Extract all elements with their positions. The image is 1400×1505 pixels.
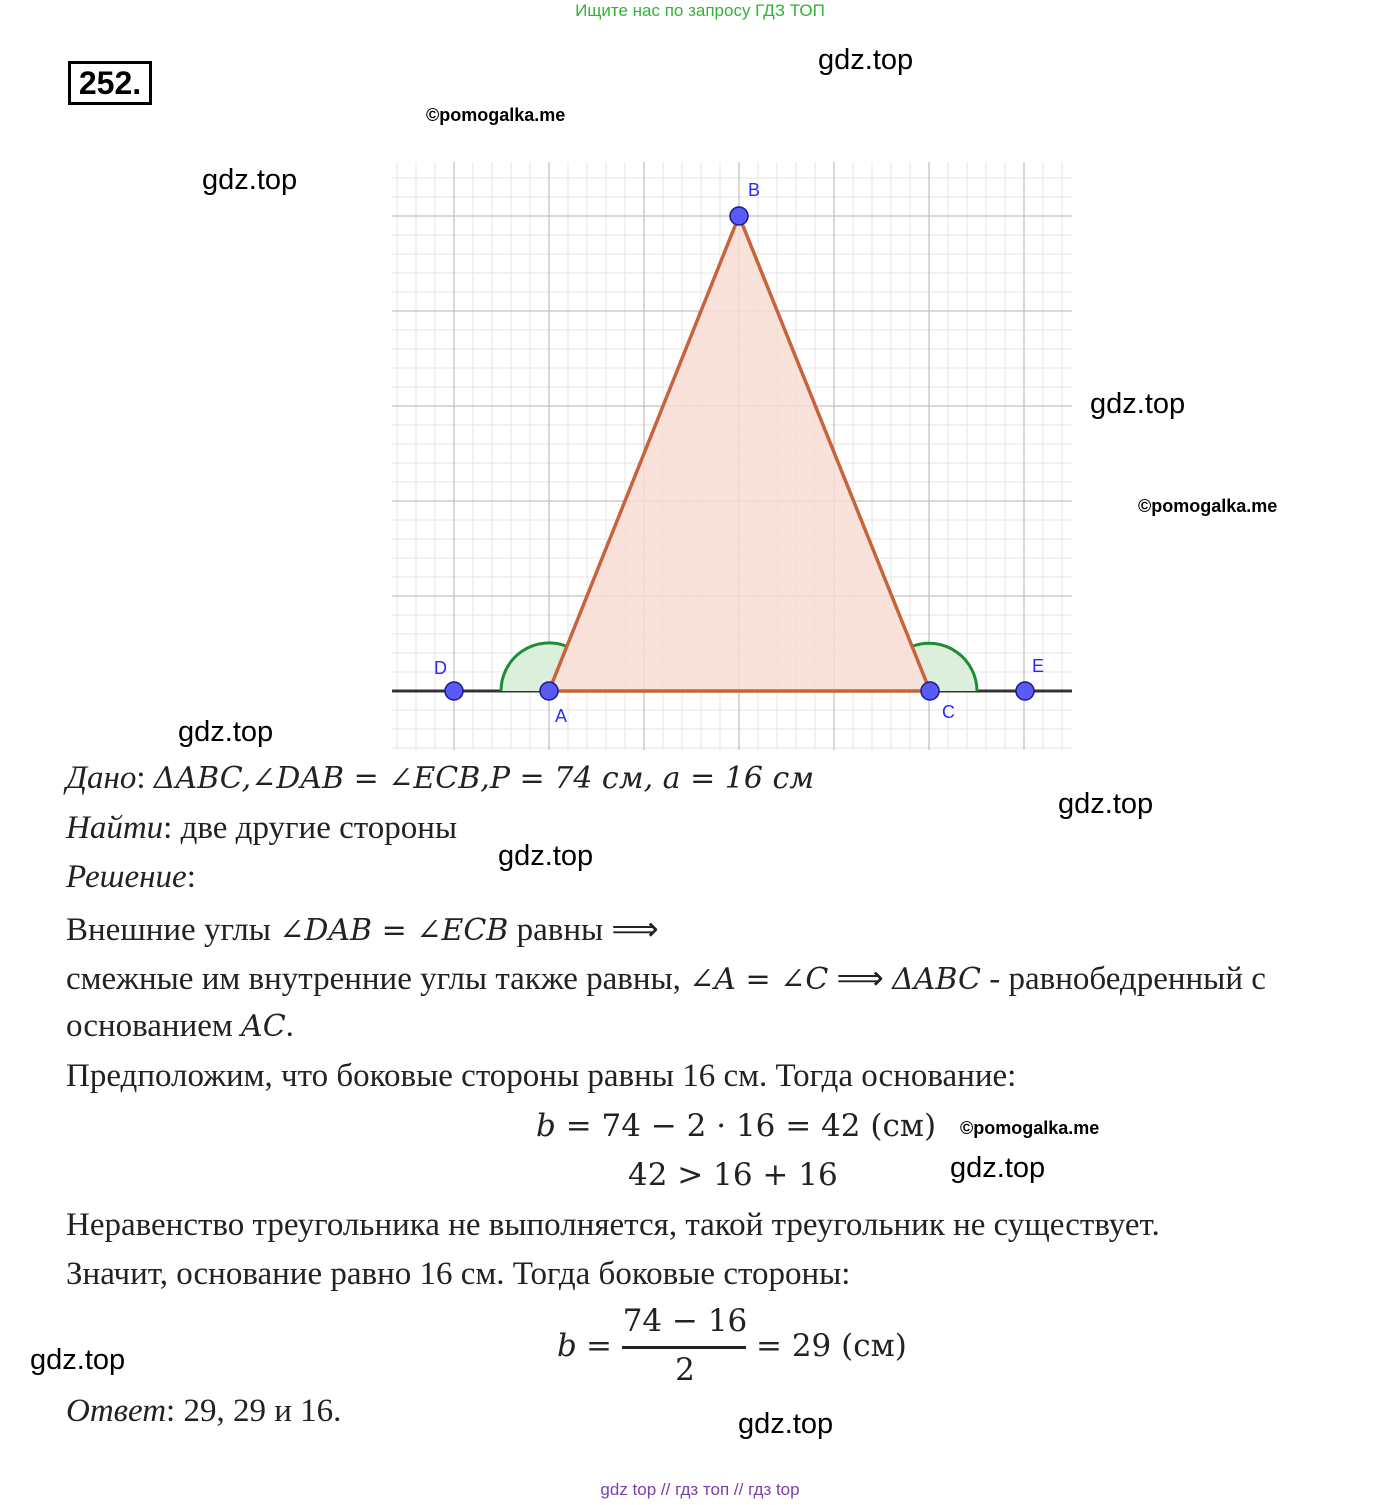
watermark-gdz: gdz.top [738,1408,834,1440]
triangle-figure [390,160,1075,752]
solution-l3-post: . [285,1008,294,1044]
solution-l1-post: равны ⟹ [508,912,659,948]
formula-side-eq: = [586,1328,612,1364]
solution-l2-mid: ⟹ [828,961,893,997]
solution-l3-math: AC [241,1009,286,1044]
solution-label-line [66,859,196,896]
solution-line-3 [66,1008,294,1045]
find-text: : две другие стороны [163,810,458,846]
watermark-gdz: gdz.top [950,1152,1046,1184]
watermark-gdz: gdz.top [202,164,298,196]
footer-links[interactable]: gdz top // гдз топ // гдз top [600,1480,800,1499]
point-a [540,682,558,700]
solution-line-4: Предположим, что боковые стороны равны 16 см. Тогда основание: [66,1058,1017,1094]
watermark-gdz: gdz.top [178,716,274,748]
point-e [1016,682,1034,700]
formula-side-numerator: 74 − 16 [622,1303,748,1339]
search-hint: Ищите нас по запросу ГДЗ ТОП [575,1,825,20]
label-b: B [748,180,761,200]
formula-fraction-bar [622,1346,746,1349]
label-c: C [942,702,955,722]
solution-l2-post: - равнобедренный с [980,961,1266,997]
solution-label: Решение [66,859,187,895]
solution-l1-pre: Внешние углы [66,912,280,948]
solution-colon: : [186,859,196,895]
formula-side-denominator: 2 [675,1352,695,1388]
label-a: A [555,706,568,726]
watermark-gdz: gdz.top [818,44,914,76]
point-c [921,682,939,700]
given-label: Дано [66,760,137,796]
watermark-copyright: ©pomogalka.me [1138,496,1278,516]
solution-line-6: Значит, основание равно 16 см. Тогда боковые стороны: [66,1256,851,1292]
point-d [445,682,463,700]
formula-side-var: b [557,1328,577,1364]
solution-l2-math1: ∠A = ∠C [689,962,829,997]
formula-inequality: 42 > 16 + 16 [628,1157,838,1193]
find-label: Найти [66,810,164,846]
label-d: D [434,658,447,678]
solution-l2-pre: смежные им внутренние углы также равны, [66,961,690,997]
answer-label: Ответ [66,1393,167,1429]
watermark-copyright: ©pomogalka.me [960,1118,1100,1138]
solution-l3-pre: основанием [66,1008,242,1044]
given-line [66,760,814,797]
solution-l2-math2: ΔABC [892,962,981,997]
answer-line [66,1393,341,1430]
point-b [730,207,748,225]
watermark-gdz: gdz.top [30,1344,126,1376]
formula-base-rest: = 74 − 2 · 16 = 42 (см) [555,1108,937,1144]
watermark-gdz: gdz.top [498,840,594,872]
watermark-copyright: ©pomogalka.me [426,105,566,125]
formula-side-result: = 29 (см) [756,1328,907,1364]
solution-line-5: Неравенство треугольника не выполняется, такой треугольник не существует. [66,1207,1160,1243]
label-e: E [1032,656,1045,676]
given-expr: ΔABC,∠DAB = ∠ECB,P = 74 см, a = 16 см [153,761,815,796]
solution-line-2 [66,958,1266,998]
solution-l1-math: ∠DAB = ∠ECB [279,913,509,948]
find-line [66,810,457,847]
formula-base-var: b [536,1108,556,1144]
solution-line-1 [66,909,659,949]
watermark-gdz: gdz.top [1058,788,1154,820]
formula-base [536,1108,936,1144]
answer-text: : 29, 29 и 16. [166,1393,342,1429]
problem-number: 252. [68,61,152,105]
given-colon: : [136,760,146,796]
watermark-gdz: gdz.top [1090,388,1186,420]
